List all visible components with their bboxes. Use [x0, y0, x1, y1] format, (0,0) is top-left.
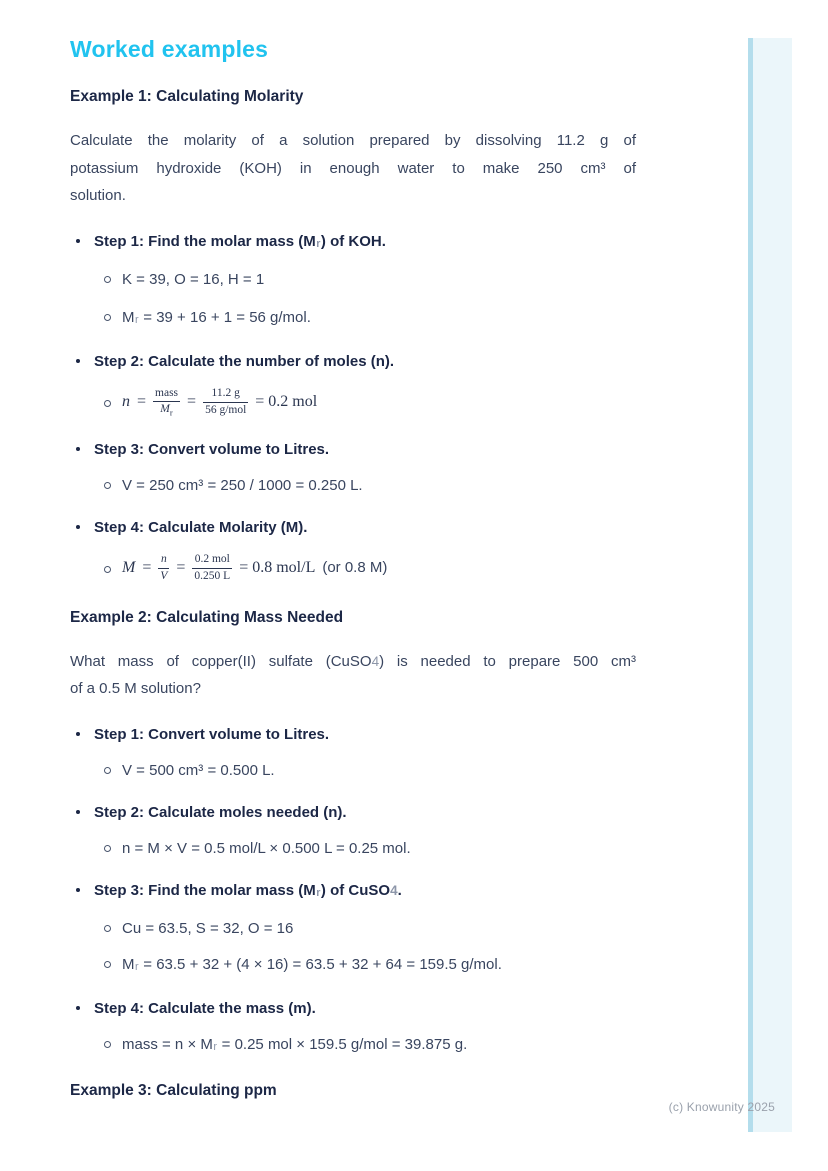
sub-item-text	[122, 838, 411, 859]
example3-heading: Example 3: Calculating ppm	[70, 1081, 277, 1099]
circle-bullet-icon	[104, 276, 111, 283]
example1-intro	[70, 127, 636, 210]
text: M	[122, 955, 135, 973]
step-title	[94, 439, 329, 460]
circle-bullet-icon	[104, 314, 111, 321]
math-variable: M	[122, 559, 136, 577]
equals-sign: =	[137, 393, 147, 411]
sub-item-text	[122, 954, 502, 977]
step-title-text: Step 1: Find the molar mass (M	[94, 232, 316, 250]
circle-bullet-icon	[104, 400, 111, 407]
subscript-r: r	[169, 407, 173, 418]
sub-bullet-formula	[104, 553, 636, 584]
step-item	[70, 880, 636, 903]
bullet-icon	[76, 888, 80, 892]
subscript-r: r	[135, 313, 139, 326]
molarity-formula	[122, 553, 387, 584]
math-variable: M	[160, 403, 170, 416]
circle-bullet-icon	[104, 845, 111, 852]
subscript-4: 4	[371, 653, 380, 669]
step-title-text: Step 2: Calculate the number of moles (n).	[94, 352, 395, 370]
bullet-icon	[76, 810, 80, 814]
question-line	[70, 648, 636, 676]
text: = 0.25 mol × 159.5 g/mol = 39.875 g.	[217, 1035, 468, 1053]
example1-heading: Example 1: Calculating Molarity	[70, 88, 304, 105]
equals-sign: =	[187, 393, 197, 411]
bullet-icon	[76, 525, 80, 529]
step-title-text: ) of CuSO	[320, 881, 391, 899]
step-title-text: Step 1: Convert volume to Litres.	[94, 725, 330, 743]
step-item	[70, 231, 636, 254]
intro-line: potassium hydroxide (KOH) in enough water to make 250 cm³ of	[70, 159, 636, 177]
fraction-denominator	[153, 402, 180, 418]
fraction-numerator: 11.2 g	[203, 387, 248, 403]
sub-item-text	[122, 760, 275, 781]
math-variable: V	[160, 569, 168, 582]
fraction	[203, 387, 248, 418]
sub-item-text	[122, 307, 311, 330]
fraction-numerator: 0.2 mol	[192, 553, 232, 569]
fraction	[192, 553, 232, 584]
subscript-r: r	[135, 960, 139, 973]
text: n = M × V = 0.5 mol/L × 0.500 L = 0.25 mol.	[122, 839, 411, 857]
formula-result: = 0.2 mol	[255, 393, 318, 411]
equals-sign: =	[142, 559, 152, 577]
step-title-text: Step 4: Calculate Molarity (M).	[94, 518, 308, 536]
fraction-denominator	[158, 569, 169, 584]
text: M	[122, 308, 135, 326]
fraction-denominator: 56 g/mol	[205, 403, 247, 416]
step-title	[94, 351, 394, 372]
sub-bullet-item	[104, 954, 636, 977]
step-title-text: .	[397, 881, 402, 899]
text: = 63.5 + 32 + (4 × 16) = 63.5 + 32 + 64 = 159.5 g/mol.	[139, 955, 502, 973]
subscript-r: r	[213, 1040, 217, 1053]
page-title: Worked examples	[70, 36, 269, 62]
fraction	[158, 553, 169, 584]
step-title	[94, 998, 316, 1019]
subscript-r	[264, 276, 265, 288]
step-title-text: Step 3: Find the molar mass (M	[94, 881, 316, 899]
bullet-icon	[76, 359, 80, 363]
example1-steps	[70, 231, 636, 584]
moles-formula	[122, 387, 317, 418]
step-title-text: Step 2: Calculate moles needed (n).	[94, 803, 347, 821]
circle-bullet-icon	[104, 1041, 111, 1048]
sub-item-text	[122, 1034, 467, 1057]
sub-bullet-item	[104, 838, 636, 859]
sub-bullet-item	[104, 307, 636, 330]
question-line: of a 0.5 M solution?	[70, 680, 201, 698]
bullet-icon	[76, 239, 80, 243]
subscript-4: 4	[390, 882, 398, 898]
example2-heading: Example 2: Calculating Mass Needed	[70, 608, 344, 626]
sub-item-text	[122, 918, 293, 939]
equals-sign: =	[176, 559, 186, 577]
sub-bullet-formula	[104, 387, 636, 418]
fraction-numerator	[158, 553, 169, 569]
text: V = 500 cm³ = 0.500 L.	[122, 761, 275, 779]
step-item	[70, 351, 636, 372]
text: V = 250 cm³ = 250 / 1000 = 0.250 L.	[122, 476, 363, 494]
text: ) is needed to prepare 500 cm³	[379, 652, 636, 670]
step-title	[94, 724, 329, 745]
fraction-numerator: mass	[153, 387, 180, 403]
step-item	[70, 517, 636, 538]
circle-bullet-icon	[104, 961, 111, 968]
step-item	[70, 724, 636, 745]
step-title	[94, 880, 402, 903]
page-edge-highlight-bar	[748, 38, 792, 1132]
document-content	[70, 0, 636, 1101]
sub-bullet-item	[104, 269, 636, 292]
circle-bullet-icon	[104, 482, 111, 489]
bullet-icon	[76, 1006, 80, 1010]
bullet-icon	[76, 447, 80, 451]
subscript-r: r	[316, 886, 321, 899]
step-item	[70, 802, 636, 823]
fraction	[153, 387, 180, 418]
math-variable: n	[161, 552, 167, 565]
text: K = 39, O = 16, H = 1	[122, 270, 265, 288]
intro-line: Calculate the molarity of a solution prepared by dissolving 11.2 g of	[70, 132, 636, 149]
example2-steps	[70, 724, 636, 1057]
step-title-text: ) of KOH.	[320, 232, 386, 250]
sub-bullet-item	[104, 1034, 636, 1057]
circle-bullet-icon	[104, 767, 111, 774]
sub-bullet-item	[104, 475, 636, 496]
step-title-text: Step 4: Calculate the mass (m).	[94, 999, 316, 1017]
step-title	[94, 802, 347, 823]
fraction-denominator: 0.250 L	[194, 569, 231, 582]
step-title	[94, 517, 307, 538]
example2-question	[70, 648, 636, 703]
text: What mass of copper(II) sulfate (CuSO	[70, 652, 372, 670]
sub-bullet-item	[104, 918, 636, 939]
step-title-text: Step 3: Convert volume to Litres.	[94, 440, 330, 458]
text: mass = n × M	[122, 1035, 213, 1053]
math-variable: n	[122, 393, 130, 411]
step-item	[70, 439, 636, 460]
subscript-r: r	[316, 237, 321, 250]
text: Cu = 63.5, S = 32, O = 16	[122, 919, 294, 937]
copyright-watermark: (c) Knowunity 2025	[668, 1100, 775, 1114]
sub-item-text	[122, 475, 363, 496]
sub-bullet-item	[104, 760, 636, 781]
step-title	[94, 231, 386, 254]
circle-bullet-icon	[104, 925, 111, 932]
formula-result: = 0.8 mol/L	[239, 559, 316, 577]
intro-line: solution.	[70, 187, 126, 204]
bullet-icon	[76, 732, 80, 736]
formula-note: (or 0.8 M)	[322, 559, 388, 577]
circle-bullet-icon	[104, 566, 111, 573]
sub-item-text	[122, 269, 265, 292]
step-item	[70, 998, 636, 1019]
text: = 39 + 16 + 1 = 56 g/mol.	[139, 308, 311, 326]
